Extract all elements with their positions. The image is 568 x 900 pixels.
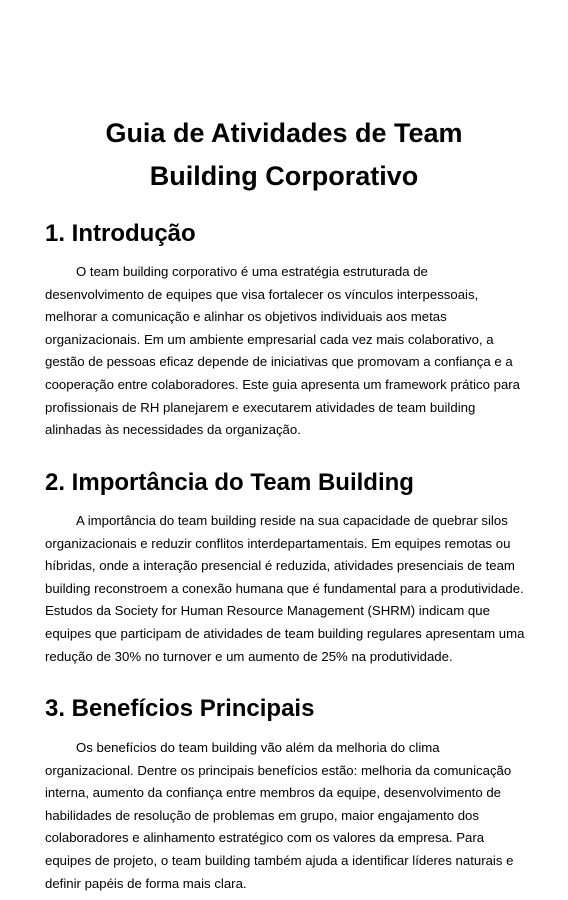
document-title: Guia de Atividades de Team Building Corporativo: [105, 118, 463, 191]
section-heading-importancia: 2. Importância do Team Building: [45, 469, 414, 496]
section-paragraph-introducao: O team building corporativo é uma estratégia estruturada de desenvolvimento de equipes que visa fortalecer os vínculos interpessoais, melhorar a comunicação e alinhar os objetivos individuais aos metas organizacionais. Em um ambiente empresarial cada vez mais colaborativo, a gestão de pessoas eficaz depende de iniciativas que promovam a confiança e a cooperação entre colaboradores. Este guia apresenta um framework prático para profissionais de RH planejarem e executarem atividades de team building alinhadas às necessidades da organização.: [45, 264, 521, 438]
section-heading-beneficios: 3. Benefícios Principais: [45, 695, 315, 722]
section-paragraph-importancia: A importância do team building reside na sua capacidade de quebrar silos organizacionais e reduzir conflitos interdepartamentais. Em equipes remotas ou híbridas, onde a interação presencial é reduzida, atividades presenciais de team building reconstroem a conexão humana que é fundamental para a produtividade. Estudos da Society for Human Resource Management (SHRM) indicam que equipes que participam de atividades de team building regulares apresentam uma redução de 30% no turnover e um aumento de 25% na produtividade.: [45, 513, 525, 664]
section-heading-introducao: 1. Introdução: [45, 220, 196, 247]
section-paragraph-beneficios: Os benefícios do team building vão além da melhoria do clima organizacional. Dentre os principais benefícios estão: melhoria da comunicação interna, aumento da confiança entre membros da equipe, desenvolvimento de habilidades de resolução de problemas em grupo, maior engajamento dos colaboradores e alinhamento estratégico com os valores da empresa. Para equipes de projeto, o team building também ajuda a identificar líderes naturais e definir papéis de forma mais clara.: [45, 740, 514, 891]
